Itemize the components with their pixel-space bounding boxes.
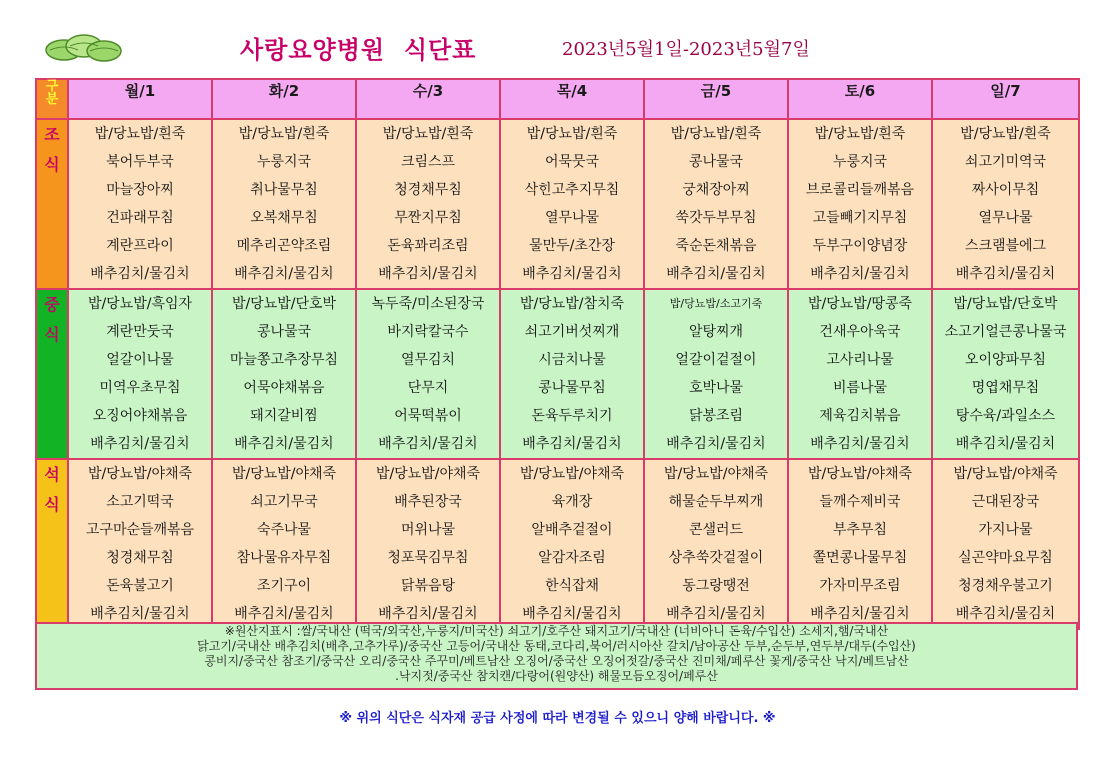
menu-item: 배추김치/물김치 (90, 436, 190, 452)
meal-label-char: 식 (44, 325, 60, 344)
menu-item: 밥/당뇨밥/야채죽 (231, 466, 337, 482)
menu-item: 밥/당뇨밥/흰죽 (814, 126, 906, 142)
menu-item: 오이양파무침 (964, 352, 1047, 368)
menu-item: 고구마순들깨볶음 (85, 522, 195, 538)
menu-item: 건새우아욱국 (819, 324, 901, 340)
meal-label-char: 식 (44, 155, 60, 174)
menu-item: 계란만둣국 (106, 324, 174, 340)
menu-cell (212, 119, 356, 289)
menu-cell (788, 459, 932, 629)
menu-item: 바지락칼국수 (387, 324, 469, 340)
menu-item: 배추김치/물김치 (666, 436, 766, 452)
menu-item: 가자미무조림 (819, 578, 901, 594)
menu-item: 물만두/초간장 (529, 238, 615, 254)
menu-cell (68, 459, 212, 629)
menu-item: 조기구이 (256, 578, 312, 594)
menu-item: 마늘장아찌 (106, 182, 174, 198)
menu-item: 배추된장국 (394, 494, 462, 510)
meal-label (36, 459, 68, 629)
menu-item: 시금치나물 (538, 352, 606, 368)
menu-item: 배추김치/물김치 (90, 606, 190, 622)
menu-item: 상추쑥갓겉절이 (668, 550, 764, 566)
menu-item: 청경채무침 (106, 550, 174, 566)
menu-cell (644, 119, 788, 289)
meal-label-char: 중 (44, 295, 60, 314)
menu-item: 콩나물국 (688, 154, 744, 170)
corner-label: 구분 (36, 79, 68, 119)
menu-item: 밥/당뇨밥/흰죽 (238, 126, 330, 142)
menu-item: 고사리나물 (826, 352, 894, 368)
menu-item: 미역우초무침 (99, 380, 181, 396)
menu-item: 콩나물국 (256, 324, 312, 340)
menu-item: 밥/당뇨밥/야채죽 (87, 466, 193, 482)
origin-note-line: .낙지젓/중국산 참치캔/다랑어(원양산) 해물모듬오징어/페루산 (395, 669, 718, 683)
menu-item: 들깨수제비국 (819, 494, 901, 510)
menu-item: 밥/당뇨밥/흰죽 (94, 126, 186, 142)
menu-item: 배추김치/물김치 (234, 606, 334, 622)
menu-cell (356, 289, 500, 459)
menu-cell (68, 289, 212, 459)
menu-cell (644, 289, 788, 459)
menu-cell (932, 289, 1079, 459)
meal-row (36, 289, 1079, 459)
menu-item: 밥/당뇨밥/야채죽 (807, 466, 913, 482)
menu-cell (212, 289, 356, 459)
menu-item: 단무지 (407, 380, 449, 396)
meal-label (36, 289, 68, 459)
meal-label-char: 석 (44, 465, 60, 484)
menu-item: 알배추겉절이 (531, 522, 613, 538)
menu-cell (68, 119, 212, 289)
menu-item: 쇠고기미역국 (964, 154, 1047, 170)
menu-item: 배추김치/물김치 (810, 606, 910, 622)
meal-label (36, 119, 68, 289)
menu-item: 소고기얼큰콩나물국 (944, 324, 1067, 340)
menu-item: 청경채무침 (394, 182, 462, 198)
menu-cell (500, 119, 644, 289)
menu-item: 삭힌고추지무침 (524, 182, 620, 198)
menu-item: 소고기떡국 (106, 494, 174, 510)
meal-label-char: 식 (44, 495, 60, 514)
menu-item: 두부구이양념장 (812, 238, 908, 254)
menu-item: 밥/당뇨밥/소고기죽 (669, 297, 763, 310)
menu-item: 배추김치/물김치 (522, 606, 622, 622)
origin-note-line: 닭고기/국내산 배추김치(배추,고추가루)/중국산 고등어/국내산 동태,코다리,북어/러시아산 갈치/남아공산 두부,순두부,연두부/대두(수입산) (197, 639, 916, 653)
menu-cell (500, 459, 644, 629)
menu-item: 배추김치/물김치 (90, 266, 190, 282)
menu-item: 배추김치/물김치 (234, 436, 334, 452)
menu-item: 콘샐러드 (688, 522, 744, 538)
menu-cell (788, 119, 932, 289)
day-header: 수/3 (356, 79, 500, 119)
day-header: 화/2 (212, 79, 356, 119)
menu-item: 밥/당뇨밥/흰죽 (670, 126, 762, 142)
menu-item: 밥/당뇨밥/단호박 (953, 296, 1058, 312)
menu-item: 마늘쫑고추장무침 (229, 352, 339, 368)
menu-item: 죽순돈채볶음 (675, 238, 757, 254)
menu-item: 계란프라이 (106, 238, 174, 254)
menu-item: 건파래무침 (106, 210, 174, 226)
menu-item: 해물순두부찌개 (668, 494, 764, 510)
origin-note-line: 콩비지/중국산 참조기/중국산 오리/중국산 주꾸미/베트남산 오징어/중국산 오징어젓갈/중국산 진미채/페루산 꽃게/중국산 낙지/베트남산 (204, 654, 909, 668)
meal-label-char: 조 (44, 125, 60, 144)
menu-item: 청포묵김무침 (387, 550, 469, 566)
menu-item: 누룽지국 (256, 154, 312, 170)
date-range: 2023년5월1일-2023년5월7일 (562, 39, 810, 60)
menu-item: 부추무침 (832, 522, 888, 538)
menu-item: 호박나물 (688, 380, 744, 396)
menu-item: 크림스프 (400, 154, 456, 170)
menu-item: 밥/당뇨밥/야채죽 (663, 466, 769, 482)
menu-item: 배추김치/물김치 (955, 606, 1056, 622)
day-header-row (36, 79, 1079, 119)
menu-item: 열무나물 (544, 210, 600, 226)
menu-item: 고들빼기지무침 (812, 210, 908, 226)
menu-item: 오복채무침 (250, 210, 318, 226)
menu-item: 밥/당뇨밥/단호박 (231, 296, 337, 312)
menu-item: 한식잡채 (544, 578, 600, 594)
menu-item: 명엽채무침 (971, 380, 1040, 396)
menu-item: 쇠고기무국 (250, 494, 318, 510)
menu-item: 배추김치/물김치 (666, 266, 766, 282)
footer-notice: ※ 위의 식단은 식자재 공급 사정에 따라 변경될 수 있으니 양해 바랍니다. ※ (339, 711, 776, 726)
menu-item: 콩나물무침 (538, 380, 606, 396)
menu-item: 배추김치/물김치 (378, 266, 478, 282)
menu-cell (500, 289, 644, 459)
menu-item: 열무나물 (978, 210, 1033, 226)
menu-item: 밥/당뇨밥/흰죽 (526, 126, 618, 142)
menu-item: 브로콜리들깨볶음 (805, 182, 915, 198)
menu-item: 배추김치/물김치 (378, 436, 478, 452)
menu-item: 배추김치/물김치 (234, 266, 334, 282)
menu-item: 어묵뭇국 (544, 154, 600, 170)
menu-cell (788, 289, 932, 459)
menu-item: 청경채우불고기 (958, 578, 1053, 594)
menu-item: 북어두부국 (106, 154, 174, 170)
menu-item: 알탕찌개 (688, 324, 744, 340)
day-header: 목/4 (500, 79, 644, 119)
menu-item: 제육김치볶음 (819, 408, 901, 424)
menu-cell (932, 119, 1079, 289)
menu-item: 돈육불고기 (106, 578, 174, 594)
menu-item: 녹두죽/미소된장국 (371, 296, 485, 312)
menu-item: 스크램블에그 (964, 238, 1047, 254)
menu-item: 닭봉조림 (688, 408, 744, 424)
menu-item: 배추김치/물김치 (955, 436, 1056, 452)
menu-item: 메추리곤약조림 (236, 238, 332, 254)
menu-item: 실곤약마요무침 (958, 550, 1053, 566)
menu-item: 밥/당뇨밥/야채죽 (519, 466, 625, 482)
menu-cell (212, 459, 356, 629)
menu-item: 열무김치 (400, 352, 456, 368)
menu-item: 취나물무침 (250, 182, 318, 198)
menu-item: 머위나물 (400, 522, 456, 538)
menu-item: 쫄면콩나물무침 (812, 550, 908, 566)
menu-cell (356, 459, 500, 629)
menu-item: 어묵떡볶이 (394, 408, 462, 424)
menu-item: 오징어야채볶음 (92, 408, 188, 424)
menu-item: 비름나물 (832, 380, 888, 396)
menu-item: 근대된장국 (971, 494, 1040, 510)
menu-item: 배추김치/물김치 (378, 606, 478, 622)
menu-item: 탕수육/과일소스 (955, 408, 1056, 424)
menu-item: 배추김치/물김치 (810, 266, 910, 282)
menu-item: 동그랑땡전 (682, 578, 750, 594)
menu-item: 배추김치/물김치 (955, 266, 1056, 282)
menu-item: 배추김치/물김치 (522, 436, 622, 452)
menu-item: 밥/당뇨밥/흰죽 (382, 126, 474, 142)
menu-item: 숙주나물 (256, 522, 312, 538)
day-header: 월/1 (68, 79, 212, 119)
menu-item: 궁채장아찌 (682, 182, 750, 198)
menu-cell (356, 119, 500, 289)
menu-item: 밥/당뇨밥/흰죽 (960, 126, 1051, 142)
menu-table (35, 78, 1080, 630)
menu-item: 무짠지무침 (394, 210, 462, 226)
day-header: 금/5 (644, 79, 788, 119)
day-header: 일/7 (932, 79, 1079, 119)
day-header: 토/6 (788, 79, 932, 119)
menu-item: 얼갈이나물 (106, 352, 174, 368)
menu-item: 배추김치/물김치 (522, 266, 622, 282)
menu-item: 쑥갓두부무침 (675, 210, 757, 226)
menu-item: 돼지갈비찜 (250, 408, 318, 424)
origin-note-line: ※원산지표시 :쌀/국내산 (떡국/외국산,누룽지/미국산) 쇠고기/호주산 돼지고기/국내산 (너비아니 돈육/수입산) 소세지,햄/국내산 (224, 624, 889, 638)
menu-item: 밥/당뇨밥/야채죽 (375, 466, 481, 482)
header (40, 24, 1080, 70)
menu-item: 밥/당뇨밥/참치죽 (519, 296, 625, 312)
menu-item: 누룽지국 (832, 154, 888, 170)
menu-item: 밥/당뇨밥/땅콩죽 (807, 296, 913, 312)
menu-cell (644, 459, 788, 629)
menu-item: 돈육꽈리조림 (387, 238, 469, 254)
meal-row (36, 459, 1079, 629)
menu-item: 배추김치/물김치 (666, 606, 766, 622)
menu-item: 어묵야채볶음 (243, 380, 325, 396)
origin-notes (35, 622, 1078, 690)
menu-item: 얼갈이겉절이 (675, 352, 757, 368)
menu-item: 짜사이무침 (971, 182, 1040, 198)
menu-item: 가지나물 (978, 522, 1033, 538)
menu-item: 참나물유자무침 (236, 550, 332, 566)
menu-item: 밥/당뇨밥/흑임자 (87, 296, 193, 312)
menu-cell (932, 459, 1079, 629)
menu-item: 알감자조림 (538, 550, 606, 566)
cabbage-leaves-icon (44, 30, 124, 64)
menu-item: 육개장 (551, 494, 593, 510)
menu-item: 닭볶음탕 (400, 578, 456, 594)
menu-item: 배추김치/물김치 (810, 436, 910, 452)
menu-item: 돈육두루치기 (531, 408, 613, 424)
meal-row (36, 119, 1079, 289)
page-title: 사랑요양병원 식단표 (240, 36, 477, 64)
menu-item: 밥/당뇨밥/야채죽 (953, 466, 1058, 482)
menu-item: 쇠고기버섯찌개 (524, 324, 620, 340)
